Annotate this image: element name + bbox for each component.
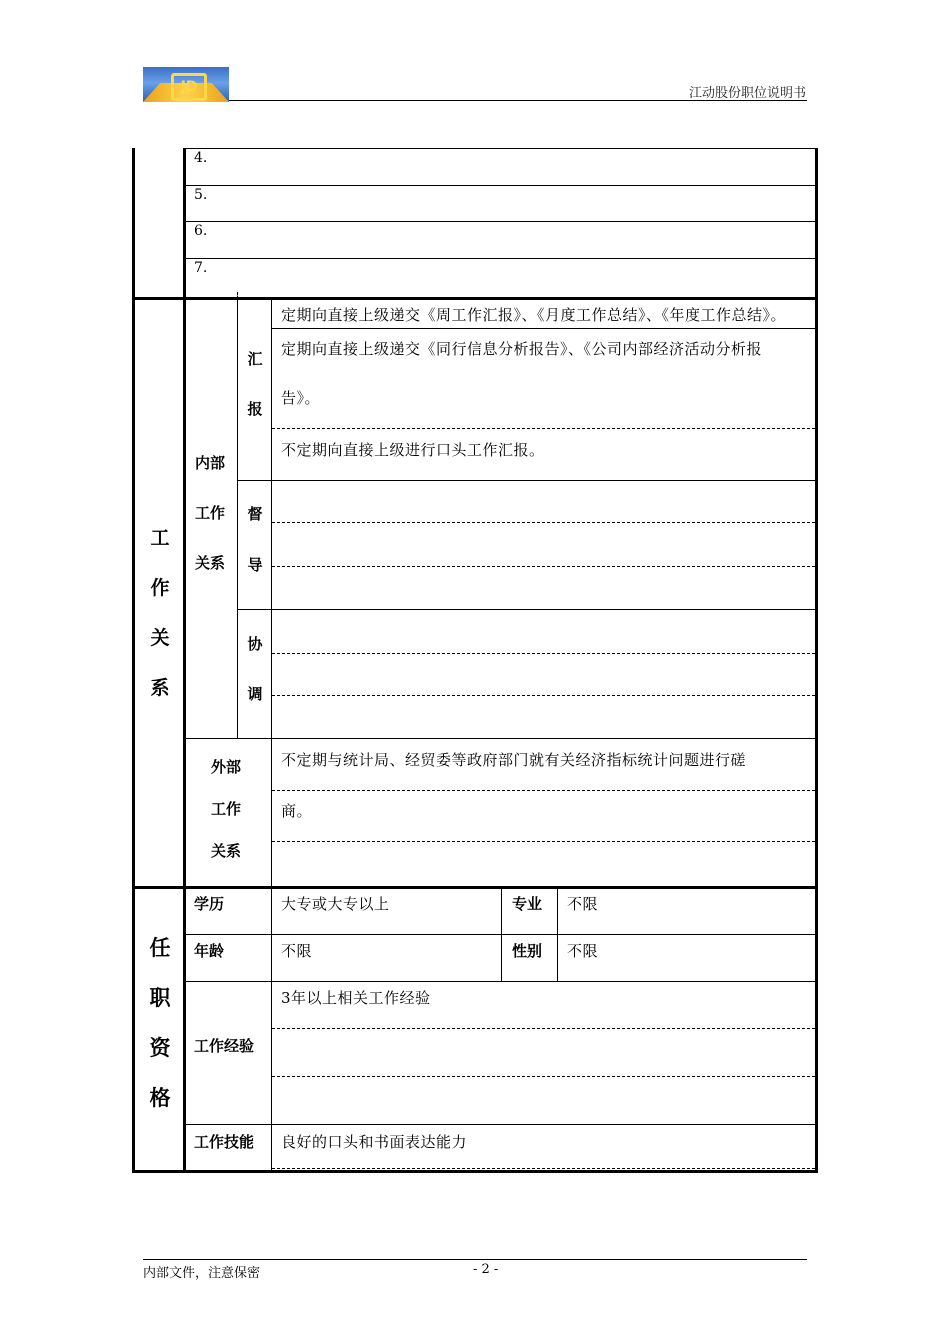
dashed-row-line — [272, 841, 815, 842]
section-label-char: 系 — [150, 677, 170, 699]
section-separator-2 — [132, 886, 818, 889]
row-line — [185, 185, 815, 186]
header-divider — [229, 100, 807, 101]
table-left-border — [132, 148, 135, 1172]
section-label-char: 关 — [150, 627, 170, 649]
dashed-row-line — [272, 653, 815, 654]
dashed-row-line — [272, 790, 815, 791]
experience-value: 3年以上相关工作经验 — [281, 989, 431, 1007]
row-line — [237, 480, 815, 481]
row-line — [185, 221, 815, 222]
internal-label: 工作 — [195, 504, 226, 522]
external-label: 外部 — [211, 758, 242, 776]
logo-mark: JD — [171, 73, 207, 101]
report-line: 定期向直接上级递交《周工作汇报》、《月度工作总结》、《年度工作总结》。 — [281, 306, 787, 324]
report-line: 告》。 — [281, 389, 321, 407]
report-line: 不定期向直接上级进行口头工作汇报。 — [281, 441, 545, 459]
report-label-char: 报 — [247, 400, 263, 418]
qual-label-divider — [271, 888, 272, 1170]
section-label-char: 工 — [150, 527, 170, 549]
dashed-row-line — [272, 428, 815, 429]
internal-external-divider — [185, 738, 815, 739]
document-title: 江动股份职位说明书 — [688, 86, 806, 101]
gender-value: 不限 — [567, 942, 599, 960]
label-column-divider — [183, 148, 186, 1172]
qual-mid-divider — [501, 888, 502, 982]
section-label-char: 格 — [149, 1086, 171, 1110]
skills-value: 良好的口头和书面表达能力 — [281, 1133, 468, 1151]
row-line — [185, 258, 815, 259]
coordinate-label-char: 调 — [247, 685, 263, 703]
table-bottom-border — [132, 1170, 818, 1173]
dashed-row-line — [272, 522, 815, 523]
footer-divider — [143, 1259, 807, 1260]
coordinate-label-char: 协 — [247, 635, 263, 653]
dashed-row-line — [272, 566, 815, 567]
content-column-divider — [271, 300, 272, 886]
duty-item-number: 7. — [194, 260, 208, 276]
row-line — [185, 934, 815, 935]
section-separator-1 — [132, 297, 818, 300]
external-line: 商。 — [281, 802, 313, 820]
report-label-char: 汇 — [247, 350, 263, 368]
external-line: 不定期与统计局、经贸委等政府部门就有关经济指标统计问题进行磋 — [281, 751, 747, 769]
duty-item-number: 4. — [194, 150, 208, 166]
external-label: 工作 — [211, 800, 242, 818]
skills-label: 工作技能 — [194, 1133, 255, 1151]
supervise-label-char: 督 — [247, 505, 263, 523]
major-value: 不限 — [567, 895, 599, 913]
internal-label: 关系 — [195, 554, 226, 572]
qual-mid-divider — [557, 888, 558, 982]
company-logo — [143, 67, 229, 102]
dash-mark — [237, 292, 238, 302]
internal-label: 内部 — [195, 454, 226, 472]
dashed-row-line — [272, 1028, 815, 1029]
table-right-border — [815, 148, 818, 1172]
dashed-row-line — [272, 1076, 815, 1077]
major-label: 专业 — [512, 895, 543, 913]
gender-label: 性别 — [512, 942, 543, 960]
row-line — [185, 148, 815, 149]
section-label-char: 任 — [149, 936, 171, 960]
page-number: - 2 - — [473, 1262, 499, 1277]
experience-label: 工作经验 — [194, 1037, 255, 1055]
external-label: 关系 — [211, 842, 242, 860]
section-label-char: 资 — [149, 1036, 171, 1060]
duty-item-number: 5. — [194, 187, 208, 203]
dashed-row-line — [272, 1168, 815, 1169]
internal-subcolumn-divider — [237, 300, 238, 738]
row-line — [272, 328, 815, 329]
report-line: 定期向直接上级递交《同行信息分析报告》、《公司内部经济活动分析报 — [281, 340, 763, 358]
education-value: 大专或大专以上 — [281, 895, 390, 913]
age-value: 不限 — [281, 942, 313, 960]
duty-item-number: 6. — [194, 223, 208, 239]
age-label: 年龄 — [194, 942, 225, 960]
dashed-row-line — [272, 695, 815, 696]
row-line — [237, 609, 815, 610]
confidential-notice: 内部文件，注意保密 — [143, 1266, 261, 1281]
dashed-row-line — [237, 480, 271, 481]
section-label-char: 职 — [149, 986, 171, 1010]
section-label-char: 作 — [150, 577, 170, 599]
row-line — [185, 981, 815, 982]
row-line — [185, 1124, 815, 1125]
supervise-label-char: 导 — [247, 556, 263, 574]
education-label: 学历 — [194, 895, 225, 913]
